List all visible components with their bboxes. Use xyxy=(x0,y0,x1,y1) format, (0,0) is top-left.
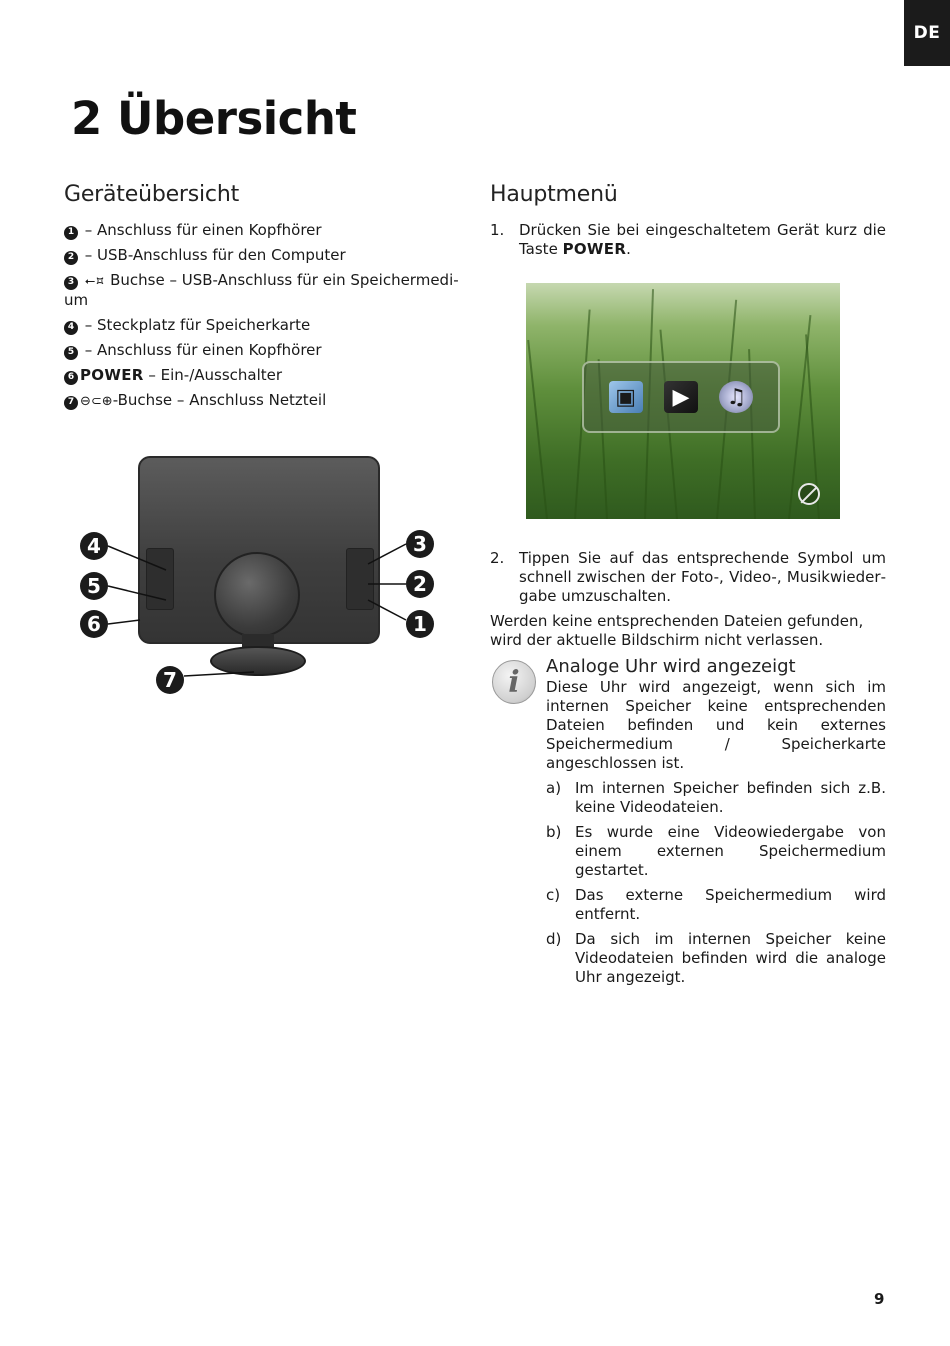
step-text: Drücken Sie bei eingeschaltetem Gerät kurz die Taste POWER. xyxy=(519,221,886,258)
main-menu-heading: Hauptmenü xyxy=(490,182,618,207)
number-badge: 4 xyxy=(64,321,78,335)
number-badge: 2 xyxy=(64,251,78,265)
step-number: 1. xyxy=(490,221,505,239)
steps-list-2 xyxy=(490,549,886,606)
steps-list xyxy=(490,221,886,259)
list-item: c) Das externe Speichermedium wird entfernt. xyxy=(546,886,886,923)
dc-polarity-icon: ⊖⊂⊕ xyxy=(80,394,113,409)
info-icon: i xyxy=(492,660,536,704)
list-item xyxy=(64,391,464,411)
list-item-text: – USB-Anschluss für den Computer xyxy=(80,246,346,264)
list-item-text: – Steckplatz für Speicherkarte xyxy=(80,316,311,334)
list-item: a) Im internen Speicher befinden sich z.B. keine Videodateien. xyxy=(546,779,886,816)
no-symbol-icon[interactable] xyxy=(798,483,820,505)
power-key-label: POWER xyxy=(562,240,627,258)
number-badge: 6 xyxy=(64,371,78,385)
step-text: Tippen Sie auf das entsprechende Symbol um schnell zwischen der Foto-, Video-, Musikwiedergabe umzuschalten. xyxy=(519,549,886,605)
device-overview-section xyxy=(64,182,464,417)
step-number: 2. xyxy=(490,549,505,567)
main-menu-screenshot xyxy=(526,283,840,519)
step-item xyxy=(490,221,886,259)
callout-7: 7 xyxy=(156,666,184,694)
list-item xyxy=(64,221,464,240)
list-item: b) Es wurde eine Videowiedergabe von einem externen Speichermedium gestartet. xyxy=(546,823,886,879)
callout-leader-lines xyxy=(70,448,450,708)
photo-icon[interactable]: ▣ xyxy=(609,381,643,413)
main-menu-section xyxy=(490,182,886,993)
music-cd-icon[interactable]: ♫ xyxy=(719,381,753,413)
list-item-text: – Ein-/Ausschalter xyxy=(143,366,283,384)
list-item xyxy=(64,316,464,335)
list-item-text: – Anschluss für einen Kopfhörer xyxy=(80,221,322,239)
number-badge: 5 xyxy=(64,346,78,360)
list-item xyxy=(64,366,464,385)
callout-4: 4 xyxy=(80,532,108,560)
list-item xyxy=(64,271,464,310)
usb-icon: ⭠⯏ xyxy=(84,274,106,289)
clock-conditions-list xyxy=(546,779,886,987)
language-tab: DE xyxy=(904,0,950,66)
list-item xyxy=(64,246,464,265)
chapter-title: 2 Übersicht xyxy=(71,92,357,145)
list-item-text: -Buchse – Anschluss Netzteil xyxy=(112,391,327,409)
list-item xyxy=(64,341,464,360)
page-number: 9 xyxy=(874,1290,885,1308)
callout-6: 6 xyxy=(80,610,108,638)
no-files-paragraph: Werden keine entsprechenden Dateien gefunden, wird der aktuelle Bildschirm nicht verlassen. xyxy=(490,612,864,649)
callout-1: 1 xyxy=(406,610,434,638)
device-parts-list xyxy=(64,221,464,411)
info-text: Diese Uhr wird angezeigt, wenn sich im internen Speicher keine entsprechenden Dateien befinden und kein externes Speichermedium / Speicherkarte angeschlossen ist. xyxy=(546,678,886,772)
device-overview-heading: Geräteübersicht xyxy=(64,182,239,207)
number-badge: 7 xyxy=(64,396,78,410)
list-item-text: – Anschluss für einen Kopfhörer xyxy=(80,341,322,359)
power-key-label: POWER xyxy=(80,366,144,384)
menu-icon-bar xyxy=(582,361,780,433)
info-title: Analoge Uhr wird angezeigt xyxy=(546,656,796,677)
callout-5: 5 xyxy=(80,572,108,600)
info-note xyxy=(490,656,886,987)
list-item-text: Buchse – USB-Anschluss für ein Speichermedium xyxy=(64,271,459,309)
number-badge: 1 xyxy=(64,226,78,240)
video-clapper-icon[interactable]: ▶ xyxy=(664,381,698,413)
callout-2: 2 xyxy=(406,570,434,598)
list-item: d) Da sich im internen Speicher keine Videodateien befinden wird die analoge Uhr angezeigt. xyxy=(546,930,886,986)
callout-3: 3 xyxy=(406,530,434,558)
device-back-figure xyxy=(70,448,450,708)
step-item xyxy=(490,549,886,606)
number-badge: 3 xyxy=(64,276,78,290)
